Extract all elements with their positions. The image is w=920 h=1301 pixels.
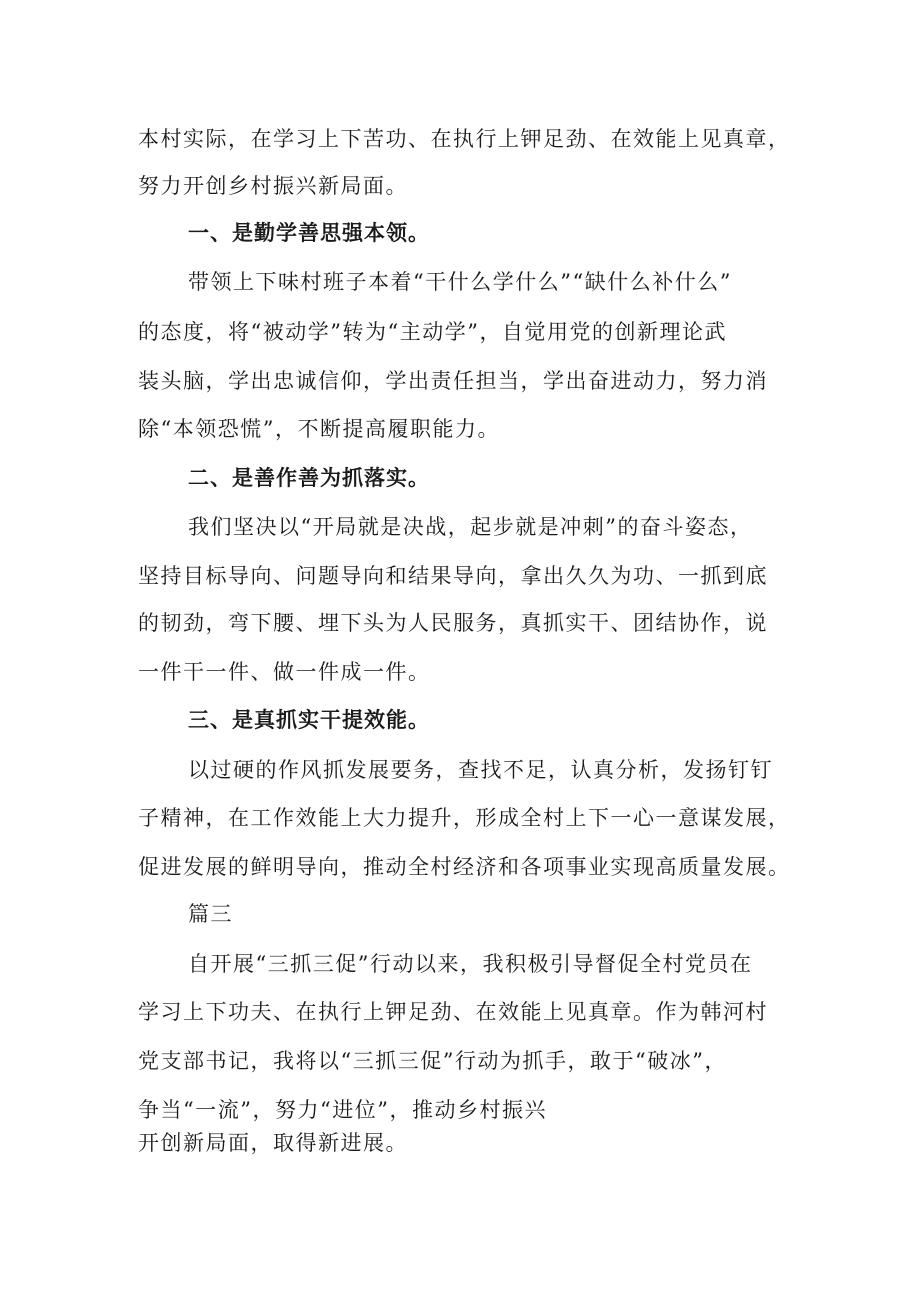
paragraph-line: 的态度，将“被动学”转为“主动学”，自觉用党的创新理论武 — [138, 320, 727, 344]
paragraph-line: 我们坚决以“开局就是决战，起步就是冲刺”的奋斗姿态， — [188, 515, 753, 539]
section-heading-3: 三、是真抓实干提效能。 — [188, 708, 430, 732]
paragraph-line: 本村实际，在学习上下苦功、在执行上钾足劲、在效能上见真章， — [138, 127, 791, 151]
paragraph-line: 争当“一流”，努力“进位”，推动乡村振兴 — [138, 1098, 547, 1122]
paragraph-line: 一件干一件、做一件成一件。 — [138, 660, 431, 684]
section-heading-1: 一、是勤学善思强本领。 — [188, 221, 430, 245]
paragraph-line: 子精神，在工作效能上大力提升，形成全村上下一心一意谋发展， — [138, 806, 791, 830]
paragraph-line: 以过硬的作风抓发展要务，查找不足，认真分析，发扬钉钉 — [188, 758, 773, 782]
section-heading-2: 二、是善作善为抓落实。 — [188, 466, 430, 490]
paragraph-line: 自开展“三抓三促”行动以来，我积极引导督促全村党员在 — [188, 952, 753, 976]
article-label: 篇三 — [188, 902, 233, 926]
paragraph-line: 除“本领恐慌”，不断提高履职能力。 — [138, 417, 500, 441]
paragraph-line: 坚持目标导向、问题导向和结果导向，拿出久久为功、一抓到底 — [138, 564, 768, 588]
paragraph-line: 装头脑，学出忠诚信仰，学出责任担当，学出奋进动力，努力消 — [138, 369, 768, 393]
paragraph-line: 的韧劲，弯下腰、埋下头为人民服务，真抓实干、团结协作，说 — [138, 611, 768, 635]
paragraph-line: 努力开创乡村振兴新局面。 — [138, 174, 408, 198]
paragraph-line: 带领上下味村班子本着“干什么学什么”“缺什么补什么” — [188, 270, 732, 294]
paragraph-line: 开创新局面，取得新进展。 — [138, 1131, 408, 1155]
paragraph-line: 党支部书记，我将以“三抓三促”行动为抓手，敢于“破冰”， — [138, 1049, 727, 1073]
paragraph-line: 学习上下功夫、在执行上钾足劲、在效能上见真章。作为韩河村 — [138, 1000, 768, 1024]
paragraph-line: 促进发展的鲜明导向，推动全村经济和各项事业实现高质量发展。 — [138, 855, 791, 879]
